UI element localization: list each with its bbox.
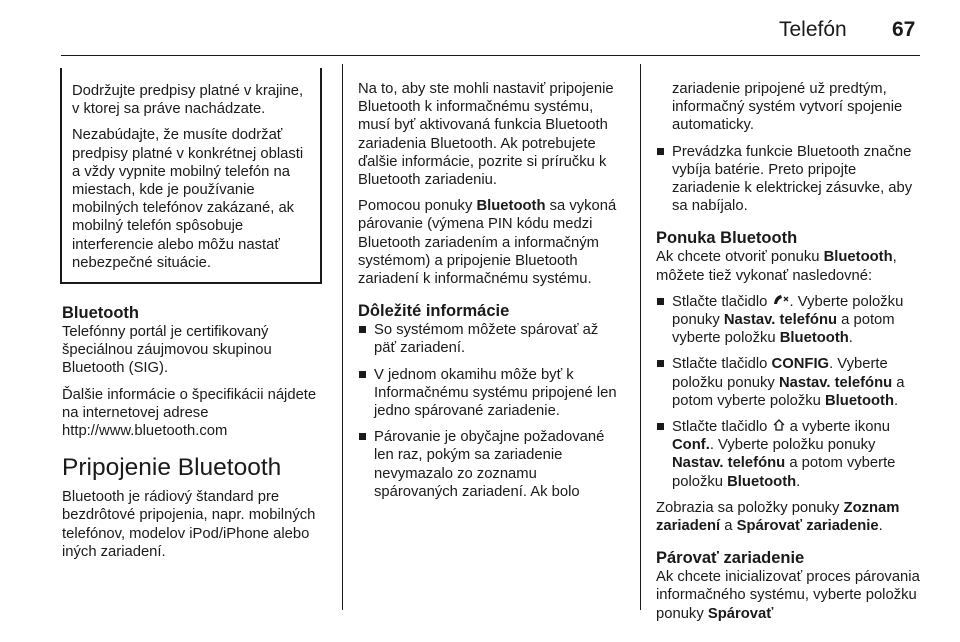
menu-name: Bluetooth (476, 198, 546, 215)
paragraph: Zobrazia sa položky ponuky Zoznam zariadení a Spárovať zariadenie. (656, 499, 900, 535)
paragraph: Ak chcete inicializovať proces párovania informačného systému, vyberte položku ponuky Spárovať (656, 569, 920, 622)
column-3 (656, 68, 922, 631)
list-item: Prevádzka funkcie Bluetooth značne vybíja batérie. Preto pripojte zariadenie k elektrickej zásuvke, aby sa nabíjalo. (656, 143, 922, 216)
column-divider-2 (640, 64, 641, 610)
bullet-list (656, 293, 922, 491)
warning-box (60, 68, 322, 284)
bullet-list (358, 321, 624, 501)
bullet-square-icon (657, 360, 664, 367)
paragraph: Na to, aby ste mohli nastaviť pripojenie Bluetooth k informačnému systému, musí byť aktivovaná funkcia Bluetooth zariadenia Bluetooth. Ak potrebujete ďalšie informácie, pozrite si príručku k Bluetooth zariadeniu. (358, 81, 614, 189)
bullet-square-icon (359, 326, 366, 333)
header-divider (61, 55, 920, 56)
phone-end-icon (772, 293, 790, 311)
chapter-heading: Pripojenie Bluetooth (62, 454, 282, 482)
bullet-square-icon (359, 371, 366, 378)
bullet-square-icon (657, 148, 664, 155)
column-2 (358, 80, 624, 509)
list-item: V jednom okamihu môže byť k Informačnému systému pripojené len jedno spárované zariadenie. (358, 366, 624, 421)
paragraph: Bluetooth je rádiový štandard pre bezdrôtové pripojenia, napr. mobilných telefónov, modelov iPod/iPhone alebo iných zariadení. (62, 489, 316, 560)
paragraph: Ak chcete otvoriť ponuku Bluetooth, môžete tiež vykonať nasledovné: (656, 249, 897, 284)
list-item: Stlačte tlačidlo a vyberte ikonu Conf.. Vyberte položku ponuky Nastav. telefónu a potom vyberte položku Bluetooth. (656, 418, 922, 491)
bullet-square-icon (657, 423, 664, 430)
paragraph: Telefónny portál je certifikovaný špeciálnou záujmovou skupinou Bluetooth (SIG). (62, 324, 272, 377)
warning-paragraph: Dodržujte predpisy platné v krajine, v ktorej sa práve nachádzate. (72, 83, 304, 118)
bullet-square-icon (657, 298, 664, 305)
list-item: Párovanie je obyčajne požadované len raz, pokým sa zariadenie nevymazalo zo zoznamu spárovaných zariadení. Ak bolo (358, 428, 624, 501)
section-heading-info: Dôležité informácie (358, 302, 510, 321)
section-heading-pair: Párovať zariadenie (656, 549, 805, 568)
paragraph-continued: zariadenie pripojené už predtým, informačný systém vytvorí spojenie automaticky. (672, 81, 903, 134)
page-header (0, 16, 960, 56)
warning-paragraph: Nezabúdajte, že musíte dodržať predpisy platné v konkrétnej oblasti a vždy vypnite mobilný telefón na miestach, kde je používanie mobilných telefónov zakázané, ak mobilný telefón spôsobuje interferencie alebo môžu nastať nebezpečné situácie. (72, 127, 304, 271)
bullet-list (656, 143, 922, 216)
paragraph: Ďalšie informácie o špecifikácii nájdete na internetovej adrese http://www.bluetooth.com (62, 386, 317, 440)
section-heading-menu: Ponuka Bluetooth (656, 229, 798, 248)
column-divider-1 (342, 64, 343, 610)
page-number: 67 (892, 18, 916, 41)
list-item: Stlačte tlačidlo CONFIG. Vyberte položku ponuky Nastav. telefónu a potom vyberte položku Bluetooth. (656, 355, 922, 410)
home-icon (772, 418, 786, 436)
paragraph: Pomocou ponuky Bluetooth sa vykoná párovanie (výmena PIN kódu medzi Bluetooth zariadením a informačným systémom) a pripojenie Bluetooth zariadení k informačnému systému. (358, 198, 617, 288)
list-item: So systémom môžete spárovať až päť zariadení. (358, 321, 624, 357)
list-item: Stlačte tlačidlo . Vyberte položku ponuky Nastav. telefónu a potom vyberte položku Bluetooth. (656, 293, 922, 348)
section-heading-bluetooth: Bluetooth (62, 304, 139, 323)
bullet-square-icon (359, 433, 366, 440)
column-1 (62, 68, 324, 569)
page-title: Telefón (779, 18, 847, 41)
